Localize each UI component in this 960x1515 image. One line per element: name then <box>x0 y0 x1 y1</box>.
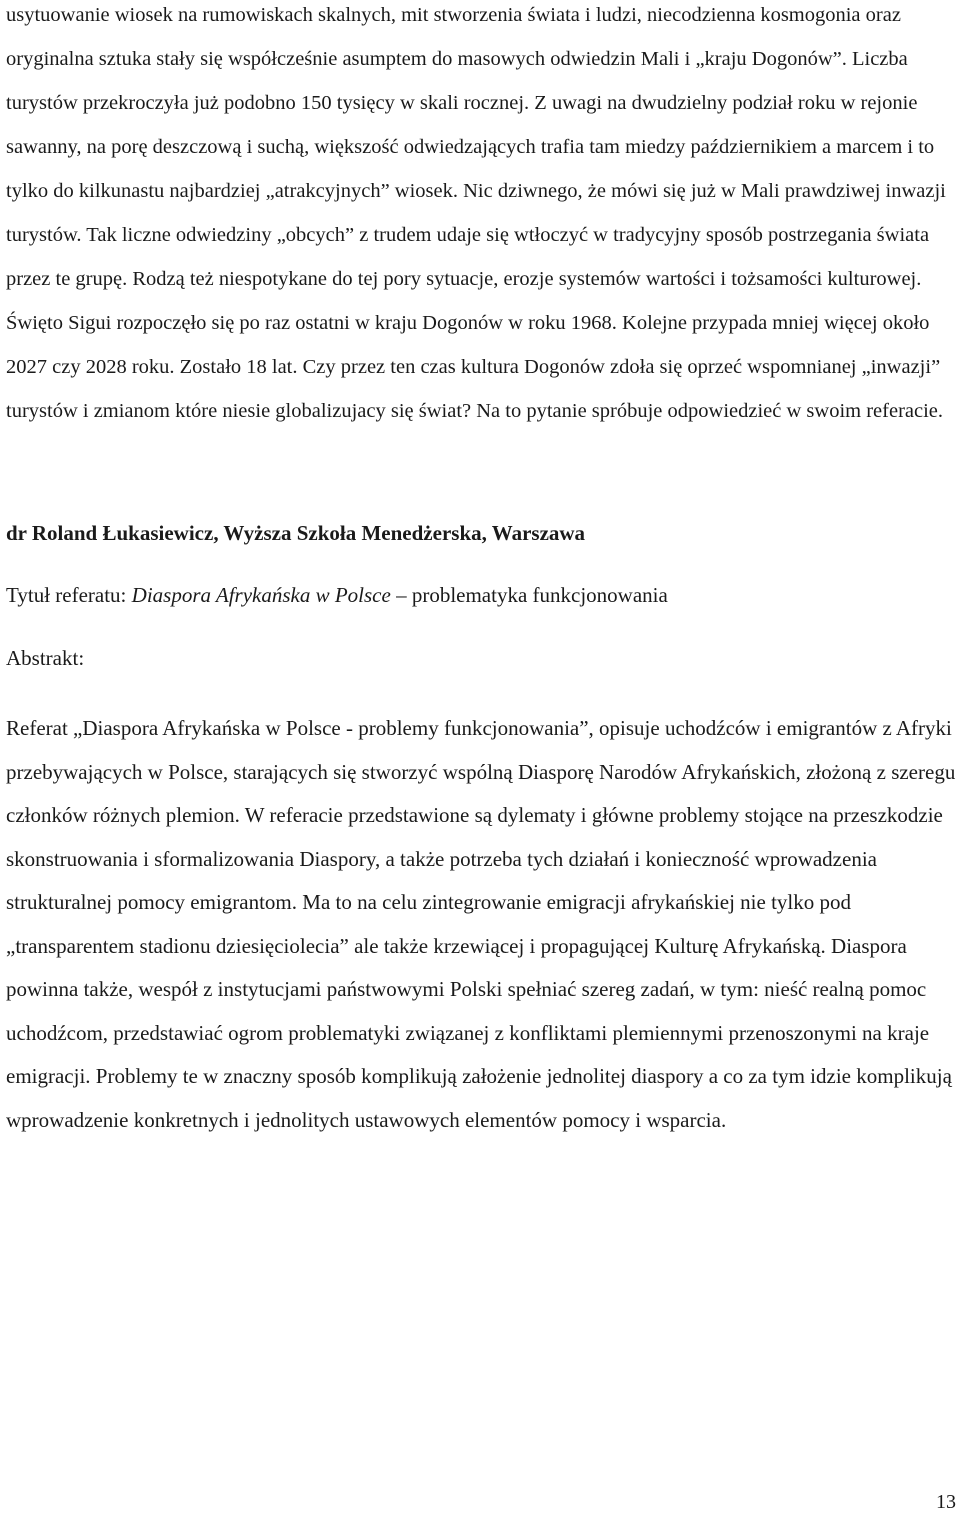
paper-title-line <box>6 581 956 609</box>
title-italic: Diaspora Afrykańska w Polsce <box>131 583 391 607</box>
sigui-paragraph: Święto Sigui rozpoczęło się po raz ostatni w kraju Dogonów w roku 1968. Kolejne przypada mniej więcej około 2027 czy 2028 roku. Zostało 18 lat. Czy przez ten czas kultura Dogonów zdoła się oprzeć wspomnianej „inwazji” turystów i zmianom które niesie globalizujacy się świat? Na to pytanie spróbuje odpowiedzieć w swoim referacie. <box>6 312 944 422</box>
abstract-label: Abstrakt: <box>6 646 85 670</box>
document-page <box>6 0 956 1163</box>
title-rest: – problematyka funkcjonowania <box>390 583 668 607</box>
abstract-paragraph: Referat „Diaspora Afrykańska w Polsce - problemy funkcjonowania”, opisuje uchodźców i emigrantów z Afryki przebywających w Polsce, starających się stworzyć wspólną Diasporę Narodów Afrykańskich, złożoną z szeregu członków różnych plemion. W referacie przedstawione są dylematy i główne problemy stojące na przeszkodzie skonstruowania i sformalizowania Diaspory, a także potrzeba tych działań i konieczność wprowadzenia strukturalnej pomocy emigrantom. Ma to na celu zintegrowanie emigracji afrykańskiej nie tylko pod „transparentem stadionu dziesięciolecia” ale także krzewiącej i propagującej Kulturę Afrykańską. Diaspora powinna także, wespół z instytucjami państwowymi Polski spełniać szereg zadań, w tym: nieść realną pomoc uchodźcom, przedstawiać ogrom problematyki związanej z konfliktami plemiennymi przenoszonymi na kraje emigracji. Problemy te w znaczny sposób komplikują założenie jednolitej diaspory a co za tym idzie komplikują wprowadzenie konkretnych i jednolitych ustawowych elementów pomocy i wsparcia. <box>6 716 956 1132</box>
title-label: Tytuł referatu: <box>6 583 132 607</box>
intro-paragraph: usytuowanie wiosek na rumowiskach skalnych, mit stworzenia świata i ludzi, niecodzienna kosmogonia oraz oryginalna sztuka stały się współcześnie asumptem do masowych odwiedzin Mali i „kraju Dogonów”. Liczba turystów przekroczyła już podobno 150 tysięcy w skali rocznej. Z uwagi na dwudzielny podział roku w rejonie sawanny, na porę deszczową i suchą, większość odwiedzających trafia tam miedzy październikiem a marcem i to tylko do kilkunastu najbardziej „atrakcyjnych” wiosek. Nic dziwnego, że mówi się już w Mali prawdziwej inwazji turystów. Tak liczne odwiedziny „obcych” z trudem udaje się wtłoczyć w tradycyjny sposób postrzegania świata przez te grupę. Rodzą też niespotykane do tej pory sytuacje, erozje systemów wartości i tożsamości kulturowej. <box>6 4 946 290</box>
page-number: 13 <box>936 1491 956 1513</box>
author-heading: dr Roland Łukasiewicz, Wyższa Szkoła Menedżerska, Warszawa <box>6 521 586 545</box>
